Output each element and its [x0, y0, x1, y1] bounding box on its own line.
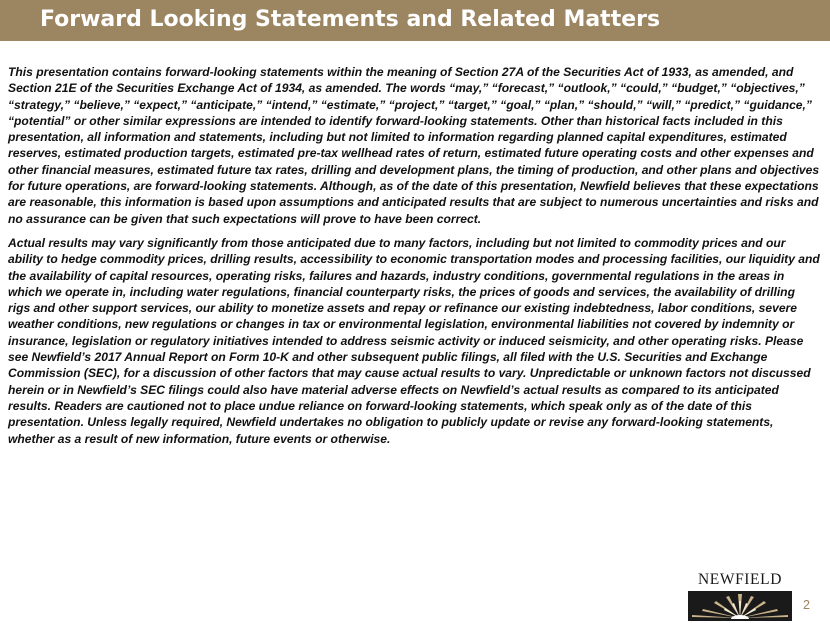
title-bar	[0, 0, 830, 41]
newfield-logo	[688, 571, 792, 621]
paragraph-actual-results: Actual results may vary significantly from those anticipated due to many factors, including but not limited to commodity prices and our ability to hedge commodity prices, drilling results, accessibility to economic transportation modes and processing facilities, our liquidity and the availability of capital resources, operating risks, failures and hazards, industry conditions, governmental regulations in the areas in which we operate in, including water regulations, financial counterparty risks, the prices of goods and services, the availability of drilling rigs and other support services, our ability to monetize assets and repay or refinance our existing indebtedness, labor conditions, severe weather conditions, new regulations or changes in tax or environmental legislation, environmental liabilities not covered by indemnity or insurance, legislation or regulatory initiatives intended to address seismic activity or induced seismicity, and other operating risks. Please see Newfield’s 2017 Annual Report on Form 10-K and other subsequent public filings, all filed with the U.S. Securities and Exchange Commission (SEC), for a discussion of other factors that may cause actual results to vary. Unpredictable or unknown factors not discussed herein or in Newfield’s SEC filings could also have material adverse effects on Newfield’s actual results as compared to its anticipated results. Readers are cautioned not to place undue reliance on forward-looking statements, which speak only as of the date of this presentation. Unless legally required, Newfield undertakes no obligation to publicly update or revise any forward-looking statements, whether as a result of new information, future events or otherwise.	[8, 235, 820, 446]
paragraph-forward-looking: This presentation contains forward-looking statements within the meaning of Section 27A of the Securities Act of 1933, as amended, and Section 21E of the Securities Exchange Act of 1934, as amended. The words “may,” “forecast,” “outlook,” “could,” “budget,” “objectives,” “strategy,” “believe,” “expect,” “anticipate,” “intend,” “estimate,” “project,” “target,” “goal,” “plan,” “should,” “will,” “predict,” “guidance,” “potential” or other similar expressions are intended to identify forward-looking statements. Other than historical facts included in this presentation, all information and statements, including but not limited to information regarding planned capital expenditures, estimated reserves, estimated production targets, estimated pre-tax wellhead rates of return, estimated future operating costs and other expenses and other financial measures, estimated future tax rates, drilling and development plans, the timing of production, and other plans and objectives for future operations, are forward-looking statements. Although, as of the date of this presentation, Newfield believes that these expectations are reasonable, this information is based upon assumptions and anticipated results that are subject to numerous uncertainties and risks and no assurance can be given that such expectations will prove to have been correct.	[8, 65, 820, 226]
page-title: Forward Looking Statements and Related Matters	[40, 7, 661, 32]
logo-wordmark: NEWFIELD	[697, 571, 782, 588]
sunburst-icon	[688, 591, 792, 621]
body-text	[8, 64, 820, 455]
page-number: 2	[803, 598, 810, 612]
